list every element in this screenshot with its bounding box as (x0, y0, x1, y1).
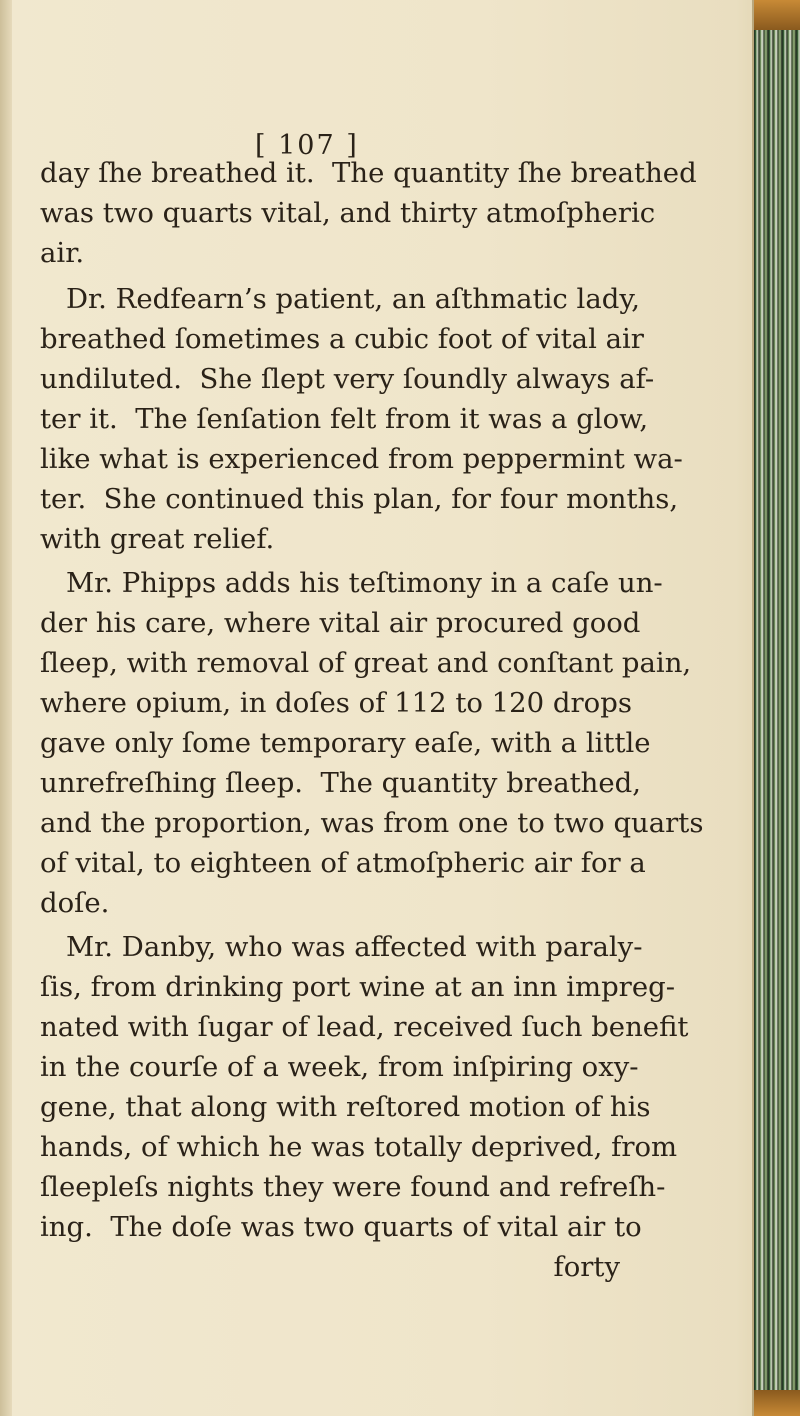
text-line: was two quarts vital, and thirty atmoſpheric (40, 197, 656, 229)
text-line: doſe. (40, 887, 110, 919)
text-line: in the courſe of a week, from inſpiring oxy- (40, 1051, 639, 1083)
text-line: day ſhe breathed it. The quantity ſhe breathed (40, 157, 697, 189)
text-line: ſis, from drinking port wine at an inn impreg- (40, 971, 675, 1003)
text-line: ter. She continued this plan, for four months, (40, 483, 679, 515)
text-line: ſleep, with removal of great and conſtant pain, (40, 647, 692, 679)
text-line: unrefreſhing ſleep. The quantity breathed, (40, 767, 641, 799)
text-line: gave only ſome temporary eaſe, with a little (40, 727, 651, 759)
text-line: der his care, where vital air procured good (40, 607, 641, 639)
text-line: of vital, to eighteen of atmoſpheric air for a (40, 847, 646, 879)
catchword: forty (553, 1251, 620, 1283)
text-line: where opium, in doſes of 112 to 120 drops (40, 687, 632, 719)
book-spine-binding (752, 0, 800, 1416)
text-line: breathed ſometimes a cubic foot of vital air (40, 323, 644, 355)
text-line: undiluted. She ſlept very ſoundly always af- (40, 363, 655, 395)
text-line: ing. The doſe was two quarts of vital air to (40, 1211, 642, 1243)
text-line: ter it. The ſenſation felt from it was a glow, (40, 403, 649, 435)
text-line: nated with ſugar of lead, received ſuch benefit (40, 1011, 689, 1043)
spine-top-band (754, 0, 800, 30)
text-line: air. (40, 237, 85, 269)
page-gutter-edge (0, 0, 12, 1416)
text-line: Dr. Redfearn’s patient, an aſthmatic lady, (66, 283, 640, 315)
text-line: gene, that along with reſtored motion of his (40, 1091, 651, 1123)
text-line: Mr. Phipps adds his teſtimony in a caſe un- (66, 567, 663, 599)
text-line: with great relief. (40, 523, 275, 555)
text-line: Mr. Danby, who was affected with paraly- (66, 931, 643, 963)
text-line: like what is experienced from peppermint wa- (40, 443, 683, 475)
page-number: [ 107 ] (255, 130, 359, 161)
text-line: hands, of which he was totally deprived, from (40, 1131, 678, 1163)
spine-bottom-band (754, 1390, 800, 1416)
text-line: ſleepleſs nights they were found and refreſh- (40, 1171, 666, 1203)
text-line: and the proportion, was from one to two quarts (40, 807, 704, 839)
